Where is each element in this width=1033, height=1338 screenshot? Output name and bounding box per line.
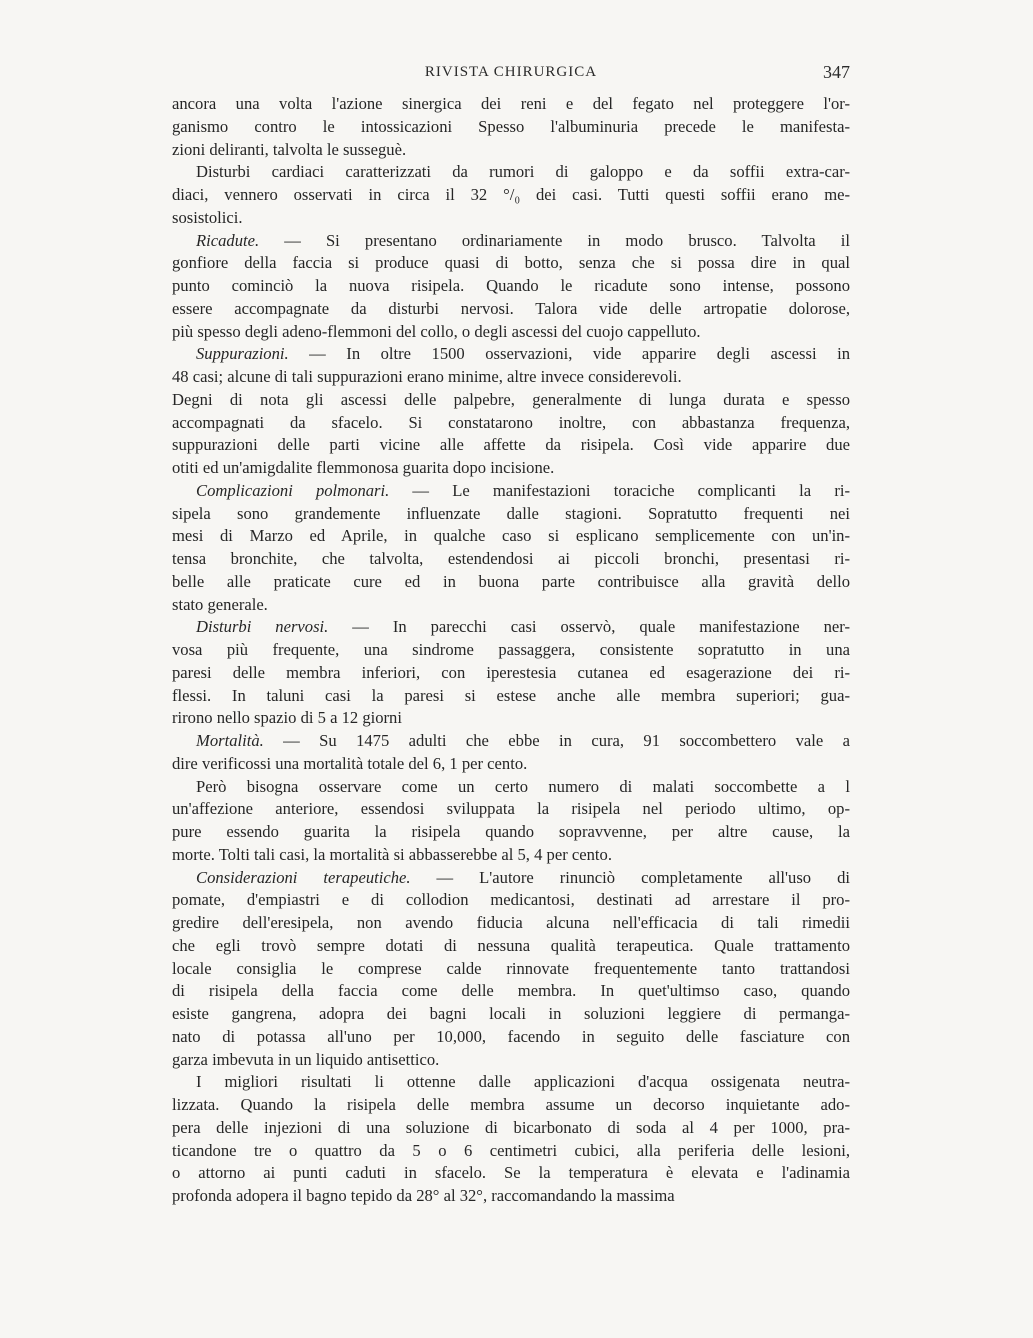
text-line	[172, 1140, 850, 1163]
text-line	[172, 1071, 850, 1094]
text-line	[172, 616, 850, 639]
section-heading: Complicazioni polmonari.	[196, 480, 390, 500]
text-line	[172, 434, 850, 457]
section-heading: Mortalità.	[196, 731, 264, 750]
section-heading: Considerazioni terapeutiche.	[196, 867, 411, 887]
line-text: profonda adopera il bagno tepido da 28° al 32°, raccomandando la massima	[172, 1186, 675, 1205]
text-line	[172, 980, 850, 1003]
line-text: accompagnati da sfacelo. Si constatarono inoltre, con abbastanza frequenza,	[172, 412, 850, 432]
line-text: — L'autore rinunciò completamente all'uso di	[410, 867, 850, 887]
text-line	[172, 503, 850, 526]
text-line	[172, 207, 850, 230]
text-line	[172, 844, 850, 867]
line-text: sipela sono grandemente influenzate dalle stagioni. Sopratutto frequenti nei	[172, 503, 850, 523]
text-line	[172, 366, 850, 389]
text-line	[172, 594, 850, 617]
line-text: locale consiglia le comprese calde rinnovate frequentemente tanto trattandosi	[172, 958, 850, 978]
text-line	[172, 1049, 850, 1072]
text-line	[172, 252, 850, 275]
text-line	[172, 730, 850, 753]
line-text: morte. Tolti tali casi, la mortalità si abbasserebbe al 5, 4 per cento.	[172, 844, 612, 864]
line-text: garza imbevuta in un liquido antisettico.	[172, 1049, 440, 1069]
page-number: 347	[823, 62, 850, 82]
text-line	[172, 571, 850, 594]
text-line	[172, 230, 850, 253]
line-text: sosistolici.	[172, 207, 243, 227]
line-text: — In parecchi casi osservò, quale manifestazione ner-	[328, 617, 850, 637]
line-text: gonfiore della faccia si produce quasi di botto, senza che si possa dire in qual	[172, 253, 850, 273]
text-line	[172, 412, 850, 435]
line-text: suppurazioni delle parti vicine alle affette da risipela. Così vide apparire due	[172, 435, 850, 455]
line-text: tensa bronchite, che talvolta, estendendosi ai piccoli bronchi, presentasi ri-	[172, 549, 850, 568]
line-text: I migliori risultati li ottenne dalle applicazioni d'acqua ossigenata neutra-	[196, 1072, 850, 1092]
line-text: di risipela della faccia come delle membra. In quet'ultimso caso, quando	[172, 981, 850, 1001]
line-text: stato generale.	[172, 594, 268, 614]
line-text: — Si presentano ordinariamente in modo brusco. Talvolta il	[259, 230, 850, 250]
line-text: Però bisogna osservare come un certo numero di malati soccombette a l	[196, 776, 850, 796]
text-line	[172, 1026, 850, 1049]
line-text: vosa più frequente, una sindrome passaggera, consistente sopratutto in una	[172, 640, 850, 659]
text-line	[172, 662, 850, 685]
line-text: paresi delle membra inferiori, con iperestesia cutanea ed esagerazione dei ri-	[172, 662, 850, 682]
text-line	[172, 1185, 850, 1208]
text-line	[172, 93, 850, 116]
text-line	[172, 639, 850, 662]
text-line	[172, 343, 850, 366]
line-text: pure essendo guarita la risipela quando sopravvenne, per altre cause, la	[172, 822, 850, 841]
body-text	[172, 93, 850, 1208]
text-line	[172, 1003, 850, 1026]
text-line	[172, 821, 850, 844]
line-text: — Su 1475 adulti che ebbe in cura, 91 soccombettero vale a	[263, 731, 850, 750]
text-line	[172, 753, 850, 776]
text-line	[172, 321, 850, 344]
text-line	[172, 958, 850, 981]
line-text: nato di potassa all'uno per 10,000, facendo in seguito delle fasciature con	[172, 1026, 850, 1046]
line-text: belle alle praticate cure ed in buona parte contribuisce alla gravità dello	[172, 571, 850, 591]
line-text: che egli trovò sempre dotati di nessuna qualità terapeutica. Quale trattamento	[172, 935, 850, 955]
text-line	[172, 139, 850, 162]
line-text: esiste gangrena, adopra dei bagni locali in soluzioni leggiere di permanga-	[172, 1004, 850, 1023]
line-text: un'affezione anteriore, essendosi sviluppata la risipela nel periodo ultimo, op-	[172, 799, 850, 819]
text-line	[172, 707, 850, 730]
line-text: lizzata. Quando la risipela delle membra assume un decorso inquietante ado-	[172, 1095, 850, 1114]
line-text: — In oltre 1500 osservazioni, vide apparire degli ascessi in	[288, 344, 850, 364]
line-text: — Le manifestazioni toraciche complicanti la ri-	[389, 480, 850, 500]
text-line	[172, 275, 850, 298]
text-line	[172, 1094, 850, 1117]
line-text: Disturbi cardiaci caratterizzati da rumori di galoppo e da soffii extra-car-	[196, 162, 850, 182]
line-text: punto cominciò la nuova risipela. Quando le ricadute sono intense, possono	[172, 276, 850, 295]
section-heading: Ricadute.	[196, 230, 260, 250]
text-line	[172, 1117, 850, 1140]
line-text: pomate, d'empiastri e di collodion medicantosi, destinati ad arrestare il pro-	[172, 890, 850, 910]
line-text: ancora una volta l'azione sinergica dei reni e del fegato nel proteggere l'or-	[172, 94, 850, 113]
line-text: ganismo contro le intossicazioni Spesso l'albuminuria precede le manifesta-	[172, 116, 850, 136]
text-line	[172, 1162, 850, 1185]
running-head	[172, 62, 850, 86]
text-line	[172, 116, 850, 139]
text-line	[172, 480, 850, 503]
line-text: 48 casi; alcune di tali suppurazioni erano minime, altre invece considerevoli.	[172, 367, 682, 386]
line-text: più spesso degli adeno-flemmoni del collo, o degli ascessi del cuojo cappelluto.	[172, 321, 701, 341]
line-text: flessi. In taluni casi la paresi si estese anche alle membra superiori; gua-	[172, 685, 850, 705]
text-line	[172, 525, 850, 548]
line-text: ticandone tre o quattro da 5 o 6 centimetri cubici, alla periferia delle lesioni,	[172, 1140, 850, 1160]
text-line	[172, 798, 850, 821]
line-text: zioni deliranti, talvolta le susseguè.	[172, 139, 407, 159]
text-line	[172, 912, 850, 935]
text-line	[172, 867, 850, 890]
section-heading: Suppurazioni.	[196, 344, 289, 364]
line-text: mesi di Marzo ed Aprile, in qualche caso si esplicano semplicemente con un'in-	[172, 526, 850, 546]
text-line	[172, 184, 850, 207]
text-line	[172, 776, 850, 799]
text-line	[172, 298, 850, 321]
text-line	[172, 935, 850, 958]
text-line	[172, 685, 850, 708]
line-text: gredire dell'eresipela, non avendo fiducia alcuna nell'efficacia di tali rimedii	[172, 913, 850, 932]
line-text: rirono nello spazio di 5 a 12 giorni	[172, 708, 402, 728]
line-text: dire verificossi una mortalità totale del 6, 1 per cento.	[172, 753, 528, 773]
text-line	[172, 161, 850, 184]
text-line	[172, 548, 850, 571]
line-text: diaci, vennero osservati in circa il 32 °/₀ dei casi. Tutti questi soffii erano me-	[172, 185, 850, 204]
text-line	[172, 889, 850, 912]
text-line	[172, 457, 850, 480]
line-text: Degni di nota gli ascessi delle palpebre, generalmente di lunga durata e spesso	[172, 389, 850, 409]
line-text: otiti ed un'amigdalite flemmonosa guarita dopo incisione.	[172, 458, 555, 477]
section-heading: Disturbi nervosi.	[196, 617, 329, 637]
line-text: o attorno ai punti caduti in sfacelo. Se la temperatura è elevata e l'adinamia	[172, 1163, 850, 1183]
journal-title: RIVISTA CHIRURGICA	[424, 64, 598, 80]
line-text: pera delle injezioni di una soluzione di bicarbonato di soda al 4 per 1000, pra-	[172, 1117, 850, 1137]
line-text: essere accompagnate da disturbi nervosi. Talora vide delle artropatie dolorose,	[172, 298, 850, 318]
text-line	[172, 389, 850, 412]
